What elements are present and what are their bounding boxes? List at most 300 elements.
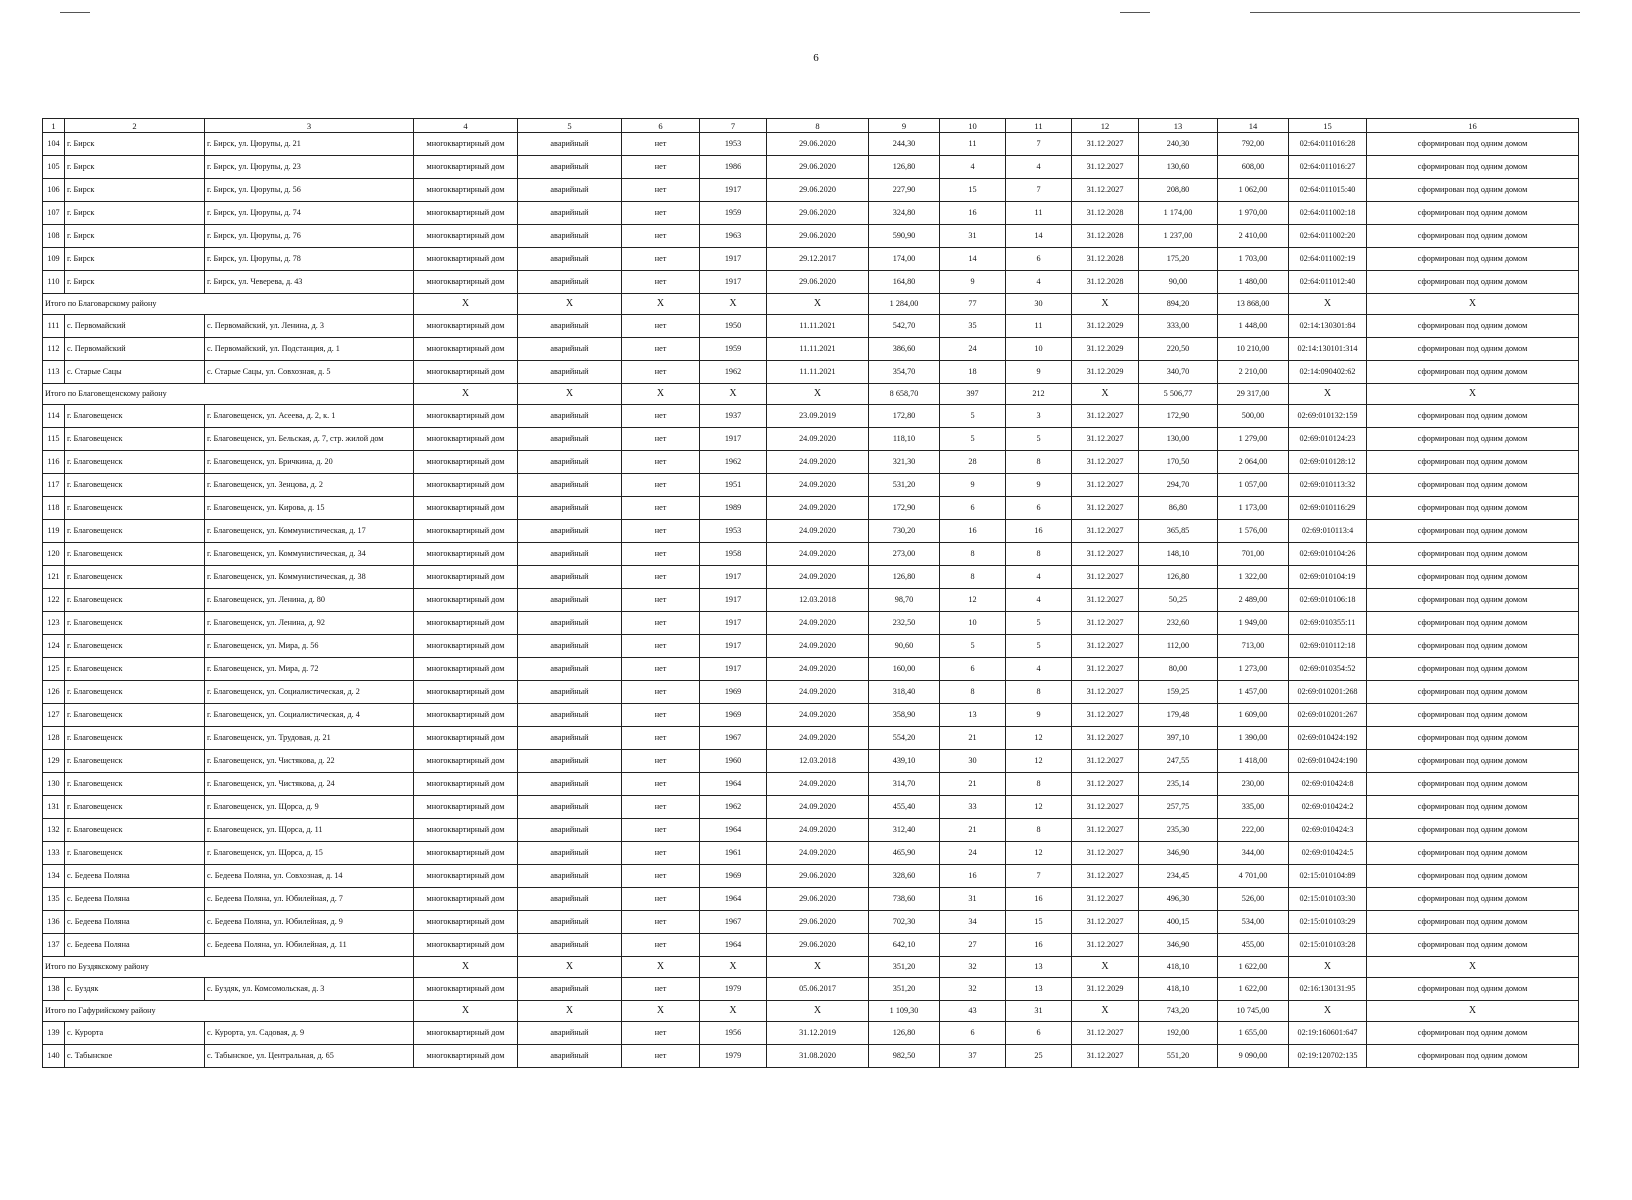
condition-cell: аварийный: [518, 566, 622, 589]
recognition-date-cell: 24.09.2020: [767, 635, 869, 658]
settlement-cell: г. Благовещенск: [65, 635, 205, 658]
land-area-cell: 2 410,00: [1218, 225, 1289, 248]
residents-cell: 10: [940, 612, 1006, 635]
flag-cell: нет: [622, 819, 700, 842]
row-number-cell: 139: [43, 1022, 65, 1045]
condition-cell: аварийный: [518, 202, 622, 225]
land-area-cell: 1 448,00: [1218, 315, 1289, 338]
x-mark-cell: X: [700, 384, 767, 405]
table-row: [43, 405, 1579, 428]
apartments-cell: 7: [1006, 133, 1072, 156]
residents-cell: 24: [940, 842, 1006, 865]
address-cell: с. Буздяк, ул. Комсомольская, д. 3: [205, 978, 414, 1001]
column-13-cell: 340,70: [1139, 361, 1218, 384]
address-cell: с. Первомайский, ул. Ленина, д. 3: [205, 315, 414, 338]
table-row: [43, 271, 1579, 294]
deadline-cell: 31.12.2027: [1072, 865, 1139, 888]
row-number-cell: 140: [43, 1045, 65, 1068]
residents-cell: 6: [940, 658, 1006, 681]
row-number-cell: 123: [43, 612, 65, 635]
deadline-cell: 31.12.2029: [1072, 338, 1139, 361]
land-area-cell: 1 457,00: [1218, 681, 1289, 704]
deadline-cell: 31.12.2027: [1072, 681, 1139, 704]
x-mark-cell: X: [1367, 384, 1579, 405]
table-row: [43, 428, 1579, 451]
condition-cell: аварийный: [518, 543, 622, 566]
x-mark-cell: X: [414, 294, 518, 315]
year-built-cell: 1950: [700, 315, 767, 338]
row-number-cell: 136: [43, 911, 65, 934]
x-mark-cell: X: [1367, 1001, 1579, 1022]
table-row: [43, 842, 1579, 865]
flag-cell: нет: [622, 202, 700, 225]
x-mark-cell: X: [1367, 294, 1579, 315]
land-note-cell: сформирован под одним домом: [1367, 1045, 1579, 1068]
flag-cell: нет: [622, 911, 700, 934]
building-type-cell: многоквартирный дом: [414, 497, 518, 520]
flag-cell: нет: [622, 566, 700, 589]
apartments-cell: 11: [1006, 315, 1072, 338]
year-built-cell: 1963: [700, 225, 767, 248]
condition-cell: аварийный: [518, 589, 622, 612]
table-row: [43, 497, 1579, 520]
column-13-cell: 80,00: [1139, 658, 1218, 681]
residents-cell: 31: [940, 888, 1006, 911]
column-13-cell: 130,60: [1139, 156, 1218, 179]
x-mark-cell: X: [518, 1001, 622, 1022]
recognition-date-cell: 11.11.2021: [767, 361, 869, 384]
column-number-cell: 1: [43, 119, 65, 133]
address-cell: г. Бирск, ул. Цюрупы, д. 76: [205, 225, 414, 248]
area-cell: 730,20: [869, 520, 940, 543]
x-mark-cell: X: [518, 384, 622, 405]
area-cell: 126,80: [869, 1022, 940, 1045]
residents-cell: 24: [940, 338, 1006, 361]
flag-cell: нет: [622, 361, 700, 384]
year-built-cell: 1953: [700, 520, 767, 543]
settlement-cell: г. Благовещенск: [65, 704, 205, 727]
settlement-cell: г. Благовещенск: [65, 750, 205, 773]
total-apartments-cell: 31: [1006, 1001, 1072, 1022]
recognition-date-cell: 31.12.2019: [767, 1022, 869, 1045]
table-row: [43, 796, 1579, 819]
x-mark-cell: X: [1367, 957, 1579, 978]
apartments-cell: 8: [1006, 773, 1072, 796]
residents-cell: 15: [940, 179, 1006, 202]
column-number-cell: 10: [940, 119, 1006, 133]
cadastral-number-cell: 02:69:010201:267: [1289, 704, 1367, 727]
column-13-cell: 247,55: [1139, 750, 1218, 773]
deadline-cell: 31.12.2029: [1072, 361, 1139, 384]
total-residents-cell: 77: [940, 294, 1006, 315]
row-number-cell: 109: [43, 248, 65, 271]
column-13-cell: 112,00: [1139, 635, 1218, 658]
table-row: [43, 727, 1579, 750]
condition-cell: аварийный: [518, 934, 622, 957]
apartments-cell: 9: [1006, 704, 1072, 727]
total-apartments-cell: 13: [1006, 957, 1072, 978]
residents-cell: 8: [940, 566, 1006, 589]
cadastral-number-cell: 02:69:010424:5: [1289, 842, 1367, 865]
x-mark-cell: X: [414, 384, 518, 405]
year-built-cell: 1964: [700, 773, 767, 796]
column-13-cell: 234,45: [1139, 865, 1218, 888]
scan-artifact-line: [1250, 12, 1580, 13]
x-mark-cell: X: [700, 1001, 767, 1022]
area-cell: 160,00: [869, 658, 940, 681]
address-cell: с. Бедеева Поляна, ул. Юбилейная, д. 11: [205, 934, 414, 957]
column-13-cell: 333,00: [1139, 315, 1218, 338]
deadline-cell: 31.12.2027: [1072, 842, 1139, 865]
area-cell: 738,60: [869, 888, 940, 911]
recognition-date-cell: 24.09.2020: [767, 773, 869, 796]
area-cell: 90,60: [869, 635, 940, 658]
recognition-date-cell: 24.09.2020: [767, 497, 869, 520]
table-row: [43, 635, 1579, 658]
address-cell: г. Благовещенск, ул. Ленина, д. 80: [205, 589, 414, 612]
column-13-cell: 294,70: [1139, 474, 1218, 497]
column-13-cell: 1 237,00: [1139, 225, 1218, 248]
row-number-cell: 105: [43, 156, 65, 179]
address-cell: г. Благовещенск, ул. Зенцова, д. 2: [205, 474, 414, 497]
condition-cell: аварийный: [518, 796, 622, 819]
apartments-cell: 25: [1006, 1045, 1072, 1068]
address-cell: с. Табынское, ул. Центральная, д. 65: [205, 1045, 414, 1068]
scan-artifact-line: [60, 12, 90, 13]
deadline-cell: 31.12.2027: [1072, 888, 1139, 911]
total-column-13-cell: 5 506,77: [1139, 384, 1218, 405]
recognition-date-cell: 24.09.2020: [767, 727, 869, 750]
land-area-cell: 792,00: [1218, 133, 1289, 156]
land-area-cell: 1 173,00: [1218, 497, 1289, 520]
area-cell: 465,90: [869, 842, 940, 865]
cadastral-number-cell: 02:14:090402:62: [1289, 361, 1367, 384]
table-row: [43, 750, 1579, 773]
residents-cell: 14: [940, 248, 1006, 271]
building-type-cell: многоквартирный дом: [414, 704, 518, 727]
column-13-cell: 86,80: [1139, 497, 1218, 520]
column-13-cell: 232,60: [1139, 612, 1218, 635]
residents-cell: 35: [940, 315, 1006, 338]
deadline-cell: 31.12.2027: [1072, 179, 1139, 202]
total-residents-cell: 397: [940, 384, 1006, 405]
row-number-cell: 122: [43, 589, 65, 612]
building-type-cell: многоквартирный дом: [414, 1022, 518, 1045]
district-total-row: [43, 294, 1579, 315]
cadastral-number-cell: 02:69:010201:268: [1289, 681, 1367, 704]
deadline-cell: 31.12.2027: [1072, 497, 1139, 520]
condition-cell: аварийный: [518, 978, 622, 1001]
scan-artifact-line: [1120, 12, 1150, 13]
land-note-cell: сформирован под одним домом: [1367, 842, 1579, 865]
land-note-cell: сформирован под одним домом: [1367, 405, 1579, 428]
residents-cell: 21: [940, 819, 1006, 842]
building-type-cell: многоквартирный дом: [414, 156, 518, 179]
building-type-cell: многоквартирный дом: [414, 520, 518, 543]
apartments-cell: 8: [1006, 681, 1072, 704]
land-note-cell: сформирован под одним домом: [1367, 361, 1579, 384]
apartments-cell: 12: [1006, 727, 1072, 750]
year-built-cell: 1959: [700, 202, 767, 225]
deadline-cell: 31.12.2027: [1072, 819, 1139, 842]
condition-cell: аварийный: [518, 865, 622, 888]
address-cell: с. Бедеева Поляна, ул. Совхозная, д. 14: [205, 865, 414, 888]
recognition-date-cell: 29.12.2017: [767, 248, 869, 271]
area-cell: 328,60: [869, 865, 940, 888]
row-number-cell: 115: [43, 428, 65, 451]
apartments-cell: 12: [1006, 842, 1072, 865]
land-note-cell: сформирован под одним домом: [1367, 1022, 1579, 1045]
total-column-13-cell: 418,10: [1139, 957, 1218, 978]
table-row: [43, 179, 1579, 202]
x-mark-cell: X: [1289, 294, 1367, 315]
table-row: [43, 589, 1579, 612]
settlement-cell: г. Бирск: [65, 202, 205, 225]
total-residents-cell: 43: [940, 1001, 1006, 1022]
row-number-cell: 104: [43, 133, 65, 156]
recognition-date-cell: 12.03.2018: [767, 750, 869, 773]
apartments-cell: 13: [1006, 978, 1072, 1001]
condition-cell: аварийный: [518, 497, 622, 520]
x-mark-cell: X: [518, 294, 622, 315]
year-built-cell: 1951: [700, 474, 767, 497]
column-13-cell: 179,48: [1139, 704, 1218, 727]
building-type-cell: многоквартирный дом: [414, 133, 518, 156]
flag-cell: нет: [622, 888, 700, 911]
area-cell: 318,40: [869, 681, 940, 704]
column-13-cell: 126,80: [1139, 566, 1218, 589]
x-mark-cell: X: [622, 384, 700, 405]
flag-cell: нет: [622, 338, 700, 361]
recognition-date-cell: 29.06.2020: [767, 133, 869, 156]
year-built-cell: 1967: [700, 911, 767, 934]
table-row: [43, 888, 1579, 911]
land-note-cell: сформирован под одним домом: [1367, 681, 1579, 704]
deadline-cell: 31.12.2027: [1072, 543, 1139, 566]
cadastral-number-cell: 02:64:011002:20: [1289, 225, 1367, 248]
land-area-cell: 1 279,00: [1218, 428, 1289, 451]
building-type-cell: многоквартирный дом: [414, 543, 518, 566]
flag-cell: нет: [622, 589, 700, 612]
residents-cell: 31: [940, 225, 1006, 248]
apartments-cell: 16: [1006, 934, 1072, 957]
recognition-date-cell: 23.09.2019: [767, 405, 869, 428]
row-number-cell: 126: [43, 681, 65, 704]
apartments-cell: 4: [1006, 589, 1072, 612]
flag-cell: нет: [622, 1045, 700, 1068]
condition-cell: аварийный: [518, 727, 622, 750]
building-type-cell: многоквартирный дом: [414, 750, 518, 773]
year-built-cell: 1917: [700, 589, 767, 612]
column-number-cell: 7: [700, 119, 767, 133]
table-row: [43, 911, 1579, 934]
deadline-cell: 31.12.2027: [1072, 156, 1139, 179]
residents-cell: 16: [940, 865, 1006, 888]
cadastral-number-cell: 02:69:010128:12: [1289, 451, 1367, 474]
row-number-cell: 134: [43, 865, 65, 888]
recognition-date-cell: 24.09.2020: [767, 658, 869, 681]
land-note-cell: сформирован под одним домом: [1367, 315, 1579, 338]
building-type-cell: многоквартирный дом: [414, 842, 518, 865]
condition-cell: аварийный: [518, 888, 622, 911]
condition-cell: аварийный: [518, 451, 622, 474]
deadline-cell: 31.12.2027: [1072, 658, 1139, 681]
year-built-cell: 1917: [700, 271, 767, 294]
row-number-cell: 133: [43, 842, 65, 865]
table-row: [43, 704, 1579, 727]
address-cell: г. Благовещенск, ул. Щорса, д. 11: [205, 819, 414, 842]
condition-cell: аварийный: [518, 520, 622, 543]
condition-cell: аварийный: [518, 773, 622, 796]
residents-cell: 30: [940, 750, 1006, 773]
recognition-date-cell: 24.09.2020: [767, 819, 869, 842]
year-built-cell: 1917: [700, 179, 767, 202]
column-13-cell: 346,90: [1139, 934, 1218, 957]
year-built-cell: 1962: [700, 451, 767, 474]
table-row: [43, 1022, 1579, 1045]
year-built-cell: 1959: [700, 338, 767, 361]
x-mark-cell: X: [700, 957, 767, 978]
year-built-cell: 1969: [700, 704, 767, 727]
land-note-cell: сформирован под одним домом: [1367, 543, 1579, 566]
flag-cell: нет: [622, 405, 700, 428]
recognition-date-cell: 24.09.2020: [767, 681, 869, 704]
table-row: [43, 225, 1579, 248]
settlement-cell: г. Благовещенск: [65, 589, 205, 612]
apartments-cell: 5: [1006, 612, 1072, 635]
land-area-cell: 9 090,00: [1218, 1045, 1289, 1068]
settlement-cell: с. Табынское: [65, 1045, 205, 1068]
x-mark-cell: X: [700, 294, 767, 315]
deadline-cell: 31.12.2027: [1072, 911, 1139, 934]
land-area-cell: 222,00: [1218, 819, 1289, 842]
flag-cell: нет: [622, 773, 700, 796]
condition-cell: аварийный: [518, 133, 622, 156]
address-cell: г. Благовещенск, ул. Асеева, д. 2, к. 1: [205, 405, 414, 428]
address-cell: г. Бирск, ул. Цюрупы, д. 21: [205, 133, 414, 156]
column-number-cell: 13: [1139, 119, 1218, 133]
cadastral-number-cell: 02:69:010424:190: [1289, 750, 1367, 773]
flag-cell: нет: [622, 934, 700, 957]
deadline-cell: 31.12.2027: [1072, 520, 1139, 543]
column-13-cell: 496,30: [1139, 888, 1218, 911]
table-row: [43, 451, 1579, 474]
table-row: [43, 156, 1579, 179]
area-cell: 321,30: [869, 451, 940, 474]
address-cell: г. Бирск, ул. Цюрупы, д. 74: [205, 202, 414, 225]
land-note-cell: сформирован под одним домом: [1367, 133, 1579, 156]
column-number-cell: 5: [518, 119, 622, 133]
settlement-cell: г. Бирск: [65, 225, 205, 248]
recognition-date-cell: 24.09.2020: [767, 428, 869, 451]
land-note-cell: сформирован под одним домом: [1367, 888, 1579, 911]
year-built-cell: 1917: [700, 248, 767, 271]
area-cell: 982,50: [869, 1045, 940, 1068]
total-area-cell: 1 284,00: [869, 294, 940, 315]
condition-cell: аварийный: [518, 1022, 622, 1045]
column-13-cell: 148,10: [1139, 543, 1218, 566]
table-row: [43, 934, 1579, 957]
recognition-date-cell: 29.06.2020: [767, 888, 869, 911]
residents-cell: 32: [940, 978, 1006, 1001]
deadline-cell: 31.12.2028: [1072, 248, 1139, 271]
area-cell: 172,80: [869, 405, 940, 428]
year-built-cell: 1964: [700, 888, 767, 911]
table-row: [43, 612, 1579, 635]
deadline-cell: 31.12.2027: [1072, 428, 1139, 451]
settlement-cell: г. Благовещенск: [65, 842, 205, 865]
settlement-cell: с. Бедеева Поляна: [65, 934, 205, 957]
land-area-cell: 526,00: [1218, 888, 1289, 911]
x-mark-cell: X: [767, 957, 869, 978]
area-cell: 702,30: [869, 911, 940, 934]
table-row: [43, 1045, 1579, 1068]
apartments-cell: 10: [1006, 338, 1072, 361]
land-note-cell: сформирован под одним домом: [1367, 727, 1579, 750]
settlement-cell: с. Старые Сацы: [65, 361, 205, 384]
cadastral-number-cell: 02:69:010424:2: [1289, 796, 1367, 819]
flag-cell: нет: [622, 451, 700, 474]
column-13-cell: 551,20: [1139, 1045, 1218, 1068]
recognition-date-cell: 29.06.2020: [767, 865, 869, 888]
emergency-housing-register-table: [42, 118, 1579, 1068]
building-type-cell: многоквартирный дом: [414, 271, 518, 294]
deadline-cell: 31.12.2027: [1072, 589, 1139, 612]
district-total-label: Итого по Гафурийскому району: [43, 1001, 414, 1022]
land-note-cell: сформирован под одним домом: [1367, 202, 1579, 225]
total-land-area-cell: 1 622,00: [1218, 957, 1289, 978]
address-cell: г. Бирск, ул. Цюрупы, д. 23: [205, 156, 414, 179]
land-area-cell: 608,00: [1218, 156, 1289, 179]
table-row: [43, 315, 1579, 338]
apartments-cell: 6: [1006, 248, 1072, 271]
land-area-cell: 1 949,00: [1218, 612, 1289, 635]
condition-cell: аварийный: [518, 1045, 622, 1068]
address-cell: г. Благовещенск, ул. Чистякова, д. 24: [205, 773, 414, 796]
apartments-cell: 7: [1006, 865, 1072, 888]
area-cell: 439,10: [869, 750, 940, 773]
residents-cell: 8: [940, 681, 1006, 704]
land-note-cell: сформирован под одним домом: [1367, 248, 1579, 271]
flag-cell: нет: [622, 520, 700, 543]
x-mark-cell: X: [414, 957, 518, 978]
land-note-cell: сформирован под одним домом: [1367, 225, 1579, 248]
cadastral-number-cell: 02:69:010113:32: [1289, 474, 1367, 497]
column-13-cell: 257,75: [1139, 796, 1218, 819]
row-number-cell: 106: [43, 179, 65, 202]
year-built-cell: 1917: [700, 658, 767, 681]
condition-cell: аварийный: [518, 911, 622, 934]
settlement-cell: с. Курорта: [65, 1022, 205, 1045]
total-column-13-cell: 894,20: [1139, 294, 1218, 315]
x-mark-cell: X: [1289, 957, 1367, 978]
residents-cell: 37: [940, 1045, 1006, 1068]
column-13-cell: 1 174,00: [1139, 202, 1218, 225]
condition-cell: аварийный: [518, 704, 622, 727]
year-built-cell: 1979: [700, 1045, 767, 1068]
condition-cell: аварийный: [518, 635, 622, 658]
flag-cell: нет: [622, 248, 700, 271]
recognition-date-cell: 24.09.2020: [767, 842, 869, 865]
table-row: [43, 819, 1579, 842]
x-mark-cell: X: [767, 1001, 869, 1022]
deadline-cell: 31.12.2027: [1072, 727, 1139, 750]
land-note-cell: сформирован под одним домом: [1367, 612, 1579, 635]
cadastral-number-cell: 02:64:011012:40: [1289, 271, 1367, 294]
flag-cell: нет: [622, 842, 700, 865]
residents-cell: 27: [940, 934, 1006, 957]
recognition-date-cell: 24.09.2020: [767, 451, 869, 474]
